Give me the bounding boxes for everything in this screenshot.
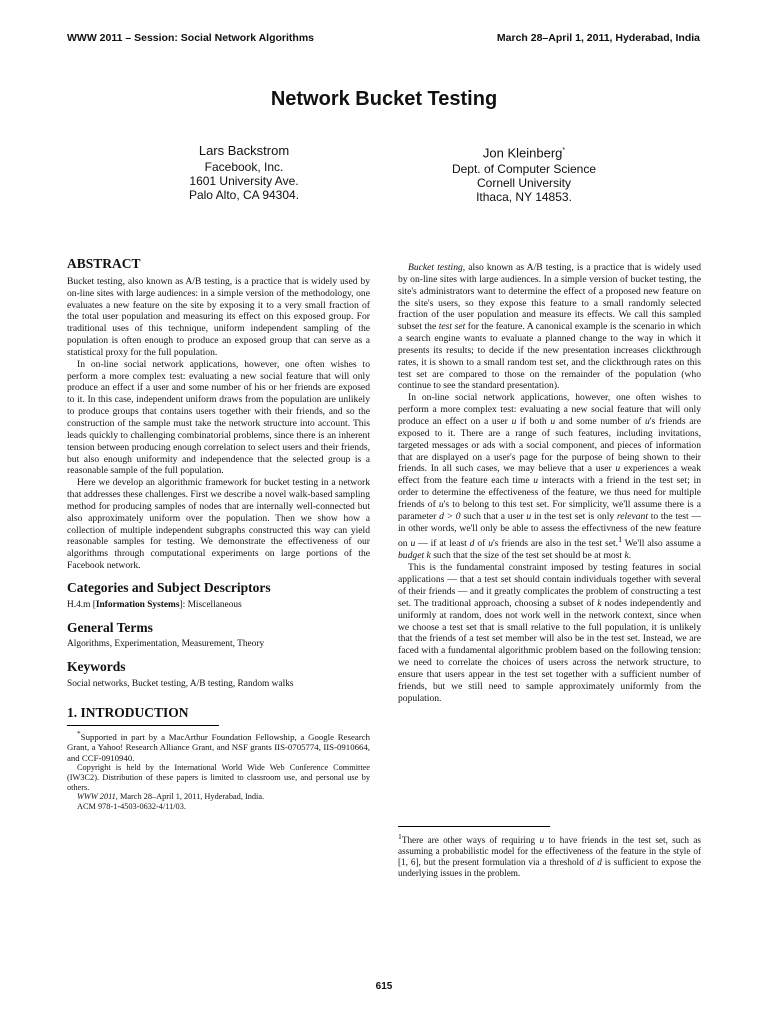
abstract-heading: ABSTRACT: [67, 256, 141, 271]
page-number: 615: [375, 981, 393, 992]
copyright-venue: WWW 2011, March 28–April 1, 2011, Hyderabad, India.: [77, 792, 265, 802]
body-paragraph: In on-line social network applications, however, one often wishes to perform a more complex test: evaluating a new social feature that will only produce an effect on a user u if both u and some number of u's friends are exposed to it. There are a range of such features, including invitations, targeted messages or ads with a social component, and pieces of information that are displayed on a user's page for the purpose of being shown to their friends. In all such cases, we may believe that a user u experiences a weak effect from the feature each time u interacts with a friend in the test set; in order to determine the effectiveness of the feature, we thus need for multiple friends of u's to belong to this test set. For simplicity, we'll assume there is a parameter d > 0 such that a user u in the test set is only relevant to the test — in other words, we'll only be able to assess the effectivness of the new feature on u — if at least d of u's friends are also in the test set.$^1$ We'll also assume a budget k such that the size of the test set should be at most k.: [398, 392, 702, 562]
footnote-funding: *Supported in part by a MacArthur Foundation Fellowship, a Google Research Grant, a Yahoo! Research Alliance Grant, and NSF grants IIS-0705774, IIS-0910664, and CCF-0910940.: [67, 728, 370, 763]
footnote-right: [398, 826, 701, 879]
author-affiliation: Facebook, Inc.: [204, 160, 284, 174]
abstract-paragraph: Here we develop an algorithmic framework for bucket testing in a network that addresses these challenges. First we describe a novel walk-based sampling method for producing samples of nodes that are internally well-connected but also approximately uniform over the population. Then we show how a collection of multiple independent subgraphs constructed this way can yield reasonable samples for testing. We demonstrate the effectiveness of our algorithms through computational experiments on large portions of the Facebook network.: [67, 477, 370, 572]
left-column: [67, 258, 370, 812]
introduction-heading: 1. INTRODUCTION: [67, 705, 189, 720]
author-address: 1601 University Ave.: [189, 174, 299, 188]
footnote-divider: [398, 826, 550, 827]
author-block: [114, 144, 374, 202]
categories-text: H.4.m [Information Systems]: Miscellaneous: [67, 599, 242, 610]
general-terms-heading: General Terms: [67, 619, 153, 635]
body-paragraph: This is the fundamental constraint imposed by testing features in social applications — that a test set should contain individuals together with several of their friends — and it greatly complicates the problem of constructing a test set. The traditional approach, choosing a subset of k nodes independently and uniformly at random, does not work well in the network context, since when we choose a test set that is small relative to the full population, it is unlikely that the friends of a test set member will also be in the test set. Instead, we are faced with a fundamental algorithmic problem based on the following tension: we need to correlate the choices of users across the network structure, to ensure that users appear in the test set together with a sufficient number of friends, but we still need to sample approximately uniformly from the population.: [398, 562, 701, 704]
author-name: Lars Backstrom: [198, 143, 290, 158]
footnote-text: $^1$There are other ways of requiring u to have friends in the test set, such as assuming a probabilistic model for the effectiveness of the feature in the style of [1, 6], but the present formulation via a threshold of d is sufficient to expose the underlying issues in the problem.: [398, 832, 701, 879]
right-column: [398, 262, 701, 704]
copyright-notice: Copyright is held by the International World Wide Web Conference Committee (IW3C2). Distribution of these papers is limited to classroom use, and personal use by others.: [67, 762, 370, 792]
running-header-date: March 28–April 1, 2011, Hyderabad, India: [496, 32, 700, 44]
author-footnote-mark: *: [562, 147, 566, 154]
keywords-heading: Keywords: [67, 659, 126, 675]
author-address: Ithaca, NY 14853.: [476, 190, 572, 205]
author-name: Jon Kleinberg: [482, 145, 563, 161]
footnote-divider: [67, 725, 219, 726]
keywords-text: Social networks, Bucket testing, A/B testing, Random walks: [67, 679, 294, 690]
author-block: [394, 144, 654, 204]
general-terms-text: Algorithms, Experimentation, Measurement, Theory: [67, 639, 265, 650]
author-address: Cornell University: [476, 176, 572, 191]
abstract-paragraph: In on-line social network applications, however, one often wishes to perform a more complex test: evaluating a new social feature that will only produce an effect if a user and some number of his or her friends are exposed to it. In this case, independent uniform draws from the population are unlikely to produce groups that contains users together with their friends, and so the construction of the sample must take the network structure into account. This leads quickly to challenging combinatorial problems, since there is an inherent tension between producing enough correlation to select users and their friends, but also enough uniformity and independence that the selected group is a reasonable sample of the full population.: [67, 358, 370, 477]
author-address: Palo Alto, CA 94304.: [188, 188, 300, 202]
copyright-isbn: ACM 978-1-4503-0632-4/11/03.: [77, 802, 186, 812]
footnote-reference: 1: [618, 535, 623, 545]
categories-heading: Categories and Subject Descriptors: [67, 579, 271, 595]
running-header-session: WWW 2011 – Session: Social Network Algorithms: [67, 32, 315, 44]
author-affiliation: Dept. of Computer Science: [451, 162, 597, 177]
body-paragraph: Bucket testing, also known as A/B testing, is a practice that is widely used by on-line sites with large audiences. In a simple version of bucket testing, the site's administrators want to determine the effect of a proposed new feature on the site's users, so they expose this feature to a small randomly selected fraction of the user population and measure its effects. We call this sampled subset the test set for the feature. A canonical example is the scenario in which a search engine wants to evaluate a planned change to the way in which it presents its results; to decide if the new presentation increases clickthrough rates, it is shown to a small random test set, and the clickthrough rates on this test set are compared to those on the remainder of the population (who continue to see the standard presentation).: [398, 262, 701, 392]
abstract-paragraph: Bucket testing, also known as A/B testing, is a practice that is widely used by on-line sites with large audiences: in a simple version of the methodology, one evaluates a new feature on the site by exposing it to a very small fraction of the total user population and measuring its effect on this exposed group. For traditional uses of this technique, uniform independent sampling of the population is often enough to produce an exposed group that can serve as a statistical proxy for the full population.: [67, 275, 370, 358]
paper-title: Network Bucket Testing: [270, 88, 498, 110]
